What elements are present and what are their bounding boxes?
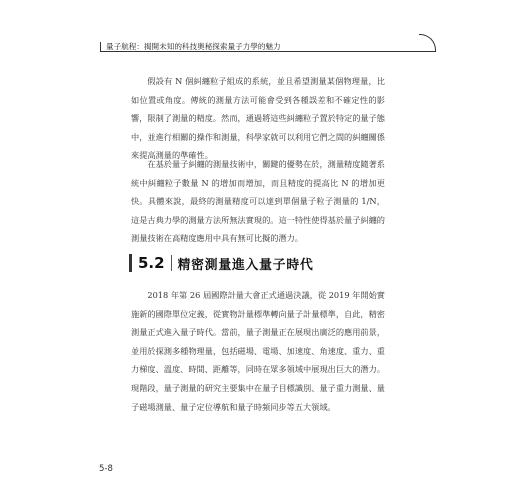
paragraph-2: 在基於量子糾纏的測量技術中，關鍵的優勢在於，測量精度隨著系統中糾纏粒子數量 N 的增加而增加，而且精度的提高比 N 的增加更快。具體來說，最終的測量精度可以達到單個量子粒子測量的 1/N，這是古典力學的測量方法所無法實現的。這一特性使得基於量子糾纏的測量技術在高精度應用中具有無可比擬的潛力。 [131,159,385,244]
running-head: 量子航程：揭開未知的科技奧秘探索量子力學的魅力 [106,42,281,51]
header-rule-tick [100,42,101,52]
section-heading-bar [129,254,132,272]
running-head-frame [0,0,520,68]
paragraph-1: 假設有 N 個糾纏粒子組成的系統，並且希望測量某個物理量，比如位置或角度。傳統的測量方法可能會受到各種誤差和不確定性的影響，限制了測量的精度。然而，通過將這些糾纏粒子置於特定的量子態中，並進行相關的操作和測量，科學家就可以利用它們之間的糾纏關係來提高測量的準確性。 [131,76,385,161]
section-number: 5.2 [138,254,165,272]
paragraph-3: 2018 年第 26 屆國際計量大會正式通過決議，從 2019 年開始實施新的國際單位定義，從實物計量標準轉向量子計量標準，自此，精密測量正式進入量子時代。當前，量子測量正在展現出廣泛的應用前景，並用於探測多種物理量，包括磁場、電場、加速度、角速度、重力、重力梯度、溫度、時間、距離等，同時在眾多領域中展現出巨大的潛力。現階段，量子測量的研究主要集中在量子目標識別、量子重力測量、量子磁場測量、量子定位導航和量子時頻同步等五大領域。 [131,290,385,412]
page-number: 5-8 [99,464,113,474]
section-title: 精密測量進入量子時代 [177,257,314,273]
section-heading [129,253,314,273]
section-heading-separator [171,255,172,271]
header-rule-cap [419,34,436,52]
